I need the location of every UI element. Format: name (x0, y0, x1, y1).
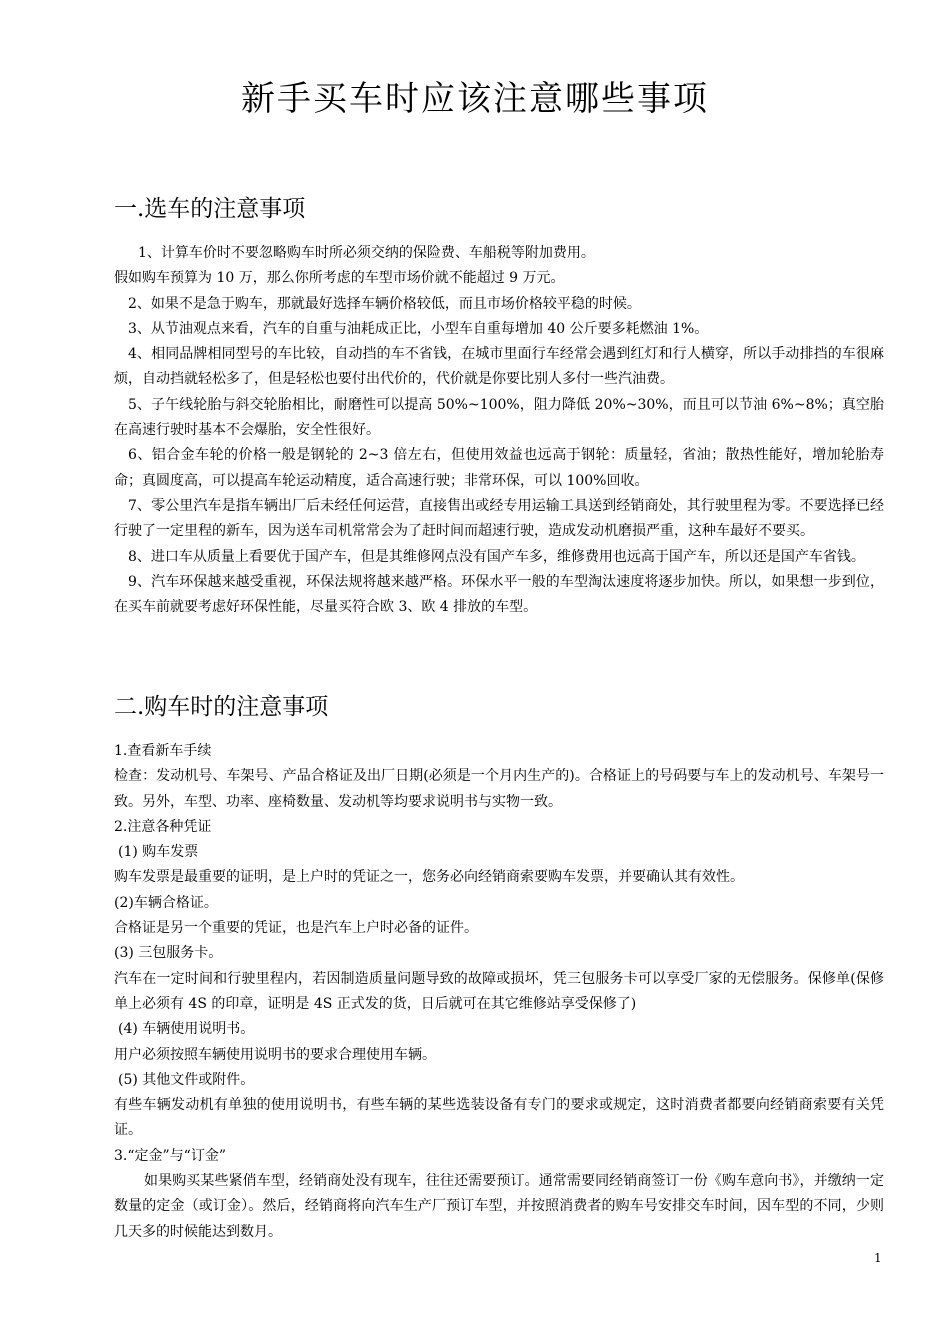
purchase-subheading-documents: 1.查看新车手续 (114, 743, 212, 759)
selection-item-3: 3、从节油观点来看，汽车的自重与油耗成正比，小型车自重每增加 40 公斤要多耗燃油 1%。 (128, 320, 709, 337)
purchase-item-manual: (4) 车辆使用说明书。 (118, 1021, 255, 1038)
selection-item-5: 5、子午线轮胎与斜交轮胎相比，耐磨性可以提高 50%~100%，阻力降低 20%~30%，而且可以节油 6%~8%；真空胎在高速行驶时基本不会爆胎，安全性很好。 (114, 396, 884, 439)
selection-item-4: 4、相同品牌相同型号的车比较，自动挡的车不省钱，在城市里面行车经常会遇到红灯和行人横穿，所以手动排挡的车很麻烦，自动挡就轻松多了，但是轻松也要付出代价的，代价就是你要比别人多付一些汽油费。 (114, 346, 884, 388)
document-title: 新手买车时应该注意哪些事项 (241, 79, 709, 119)
section-heading-purchase: 二.购车时的注意事项 (114, 694, 329, 720)
purchase-paragraph: 有些车辆发动机有单独的使用说明书，有些车辆的某些选装设备有专门的要求或规定，这时消费者都要向经销商索要有关凭证。 (114, 1097, 884, 1139)
purchase-paragraph: 如果购买某些紧俏车型，经销商处没有现车，往往还需要预订。通常需要同经销商签订一份《购车意向书》，并缴纳一定数量的定金（或订金）。然后，经销商将向汽车生产厂预订车型，并按照消费者的购车号安排交车时间，因车型的不同，少则几天多的时候能达到数月。 (114, 1173, 884, 1240)
section-heading-vehicle-selection: 一.选车的注意事项 (114, 196, 306, 222)
purchase-item-other-documents: (5) 其他文件或附件。 (118, 1071, 255, 1088)
purchase-paragraph: 购车发票是最重要的证明，是上户时的凭证之一，您务必向经销商索要购车发票，并要确认其有效性。 (114, 869, 744, 886)
page-number: 1 (874, 1251, 882, 1265)
purchase-subheading-deposit: 3.“定金”与“订金” (114, 1147, 226, 1164)
selection-item-6: 6、铝合金车轮的价格一般是钢轮的 2~3 倍左右，但使用效益也远高于钢轮：质量轻，省油；散热性能好，增加轮胎寿命；真圆度高，可以提高车轮运动精度，适合高速行驶；非常环保，可以 100%回收。 (114, 447, 884, 489)
selection-item-1: 1、计算车价时不要忽略购车时所必须交纳的保险费、车船税等附加费用。 (138, 245, 595, 261)
purchase-paragraph: 用户必须按照车辆使用说明书的要求合理使用车辆。 (114, 1046, 436, 1063)
purchase-item-invoice: (1) 购车发票 (118, 844, 199, 861)
purchase-item-certificate: (2)车辆合格证。 (114, 894, 218, 911)
selection-item-9: 9、汽车环保越来越受重视，环保法规将越来越严格。环保水平一般的车型淘汰速度将逐步加快。所以，如果想一步到位，在买车前就要考虑好环保性能，尽量买符合欧 3、欧 4 排放的车型。 (114, 573, 884, 616)
selection-item-2: 2、如果不是急于购车，那就最好选择车辆价格较低，而且市场价格较平稳的时候。 (128, 295, 641, 312)
purchase-item-warranty-card: (3) 三包服务卡。 (114, 945, 223, 962)
selection-item-7: 7、零公里汽车是指车辆出厂后未经任何运营，直接售出或经专用运输工具送到经销商处，其行驶里程为零。不要选择已经行驶了一定里程的新车，因为送车司机常常会为了赶时间而超速行驶，造成发动机磨损严重，这种车最好不要买。 (114, 497, 884, 540)
section-body-purchase (114, 739, 884, 1245)
purchase-paragraph: 汽车在一定时间和行驶里程内，若因制造质量问题导致的故障或损坏，凭三包服务卡可以享受厂家的无偿服务。保修单(保修单上必须有 4S 的印章，证明是 4S 正式发的货，日后就可在其它维修站享受保修了) (114, 970, 884, 1012)
selection-item-1-detail: 假如购车预算为 10 万，那么你所考虑的车型市场价就不能超过 9 万元。 (114, 270, 565, 287)
purchase-subheading-certificates: 2.注意各种凭证 (114, 818, 212, 835)
purchase-paragraph: 检查：发动机号、车架号、产品合格证及出厂日期(必须是一个月内生产的)。合格证上的号码要与车上的发动机号、车架号一致。另外，车型、功率、座椅数量、发动机等均要求说明书与实物一致。 (114, 768, 884, 810)
section-body-vehicle-selection (114, 241, 884, 620)
selection-item-8: 8、进口车从质量上看要优于国产车，但是其维修网点没有国产车多，维修费用也远高于国产车，所以还是国产车省钱。 (128, 548, 865, 565)
purchase-paragraph: 合格证是另一个重要的凭证，也是汽车上户时必备的证件。 (114, 920, 478, 937)
